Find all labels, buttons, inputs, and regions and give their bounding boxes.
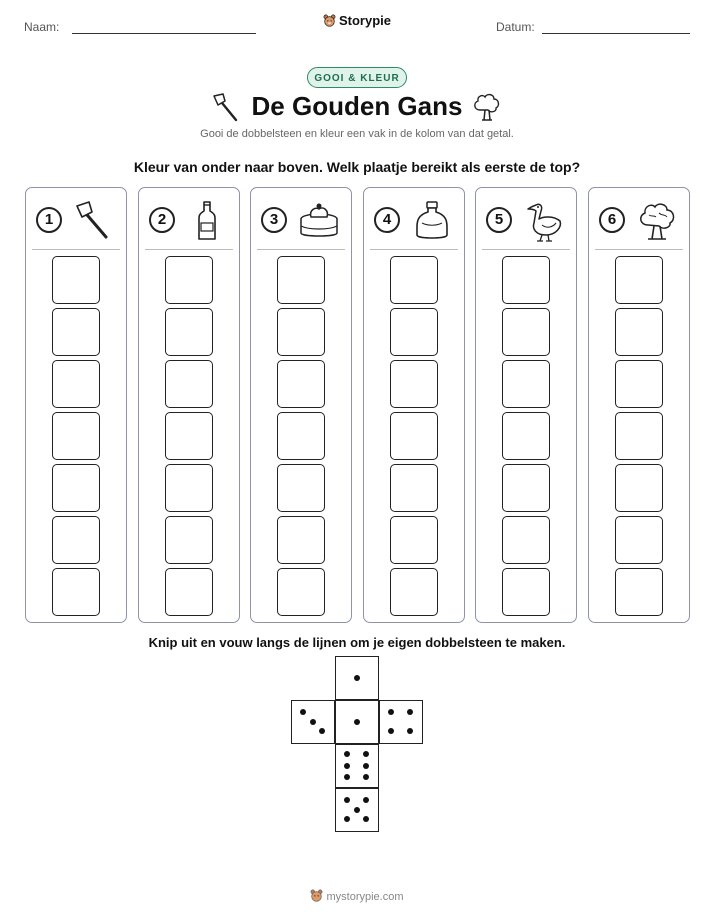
column-divider bbox=[482, 249, 570, 250]
column-divider bbox=[145, 249, 233, 250]
color-cell[interactable] bbox=[277, 256, 325, 304]
color-cell[interactable] bbox=[390, 516, 438, 564]
name-label: Naam: bbox=[24, 20, 60, 34]
die-pip bbox=[363, 816, 369, 822]
column-number: 2 bbox=[149, 207, 175, 233]
die-pip bbox=[300, 709, 306, 715]
die-pip bbox=[344, 816, 350, 822]
dice-column-6 bbox=[588, 187, 690, 623]
footer-url: mystorypie.com bbox=[326, 891, 404, 903]
color-cell[interactable] bbox=[52, 360, 100, 408]
die-pip bbox=[407, 709, 413, 715]
color-cell[interactable] bbox=[615, 256, 663, 304]
die-pip bbox=[354, 807, 360, 813]
die-face-6 bbox=[335, 744, 379, 788]
color-cell[interactable] bbox=[165, 412, 213, 460]
brand-name: Storypie bbox=[338, 13, 391, 28]
footer bbox=[0, 889, 714, 903]
color-cell[interactable] bbox=[390, 568, 438, 616]
color-cell[interactable] bbox=[165, 568, 213, 616]
name-line[interactable] bbox=[72, 33, 256, 34]
column-number: 4 bbox=[374, 207, 400, 233]
column-number: 6 bbox=[599, 207, 625, 233]
die-pip bbox=[363, 751, 369, 757]
color-cell[interactable] bbox=[615, 412, 663, 460]
dice-column-4 bbox=[363, 187, 465, 623]
die-pip bbox=[363, 763, 369, 769]
flask-icon bbox=[410, 199, 454, 243]
color-cell[interactable] bbox=[165, 360, 213, 408]
color-cell[interactable] bbox=[502, 256, 550, 304]
die-pip bbox=[344, 774, 350, 780]
color-cell[interactable] bbox=[277, 464, 325, 512]
die-pip bbox=[344, 797, 350, 803]
color-cell[interactable] bbox=[502, 568, 550, 616]
bear-logo-icon bbox=[310, 889, 323, 902]
color-cell[interactable] bbox=[165, 308, 213, 356]
color-cell[interactable] bbox=[165, 464, 213, 512]
die-pip bbox=[319, 728, 325, 734]
color-cell[interactable] bbox=[615, 568, 663, 616]
color-cell[interactable] bbox=[502, 412, 550, 460]
instruction-text: Kleur van onder naar boven. Welk plaatje bereikt als eerste de top? bbox=[133, 159, 581, 175]
color-cell[interactable] bbox=[615, 308, 663, 356]
color-cell[interactable] bbox=[615, 464, 663, 512]
color-cell[interactable] bbox=[390, 308, 438, 356]
dice-column-5 bbox=[475, 187, 577, 623]
color-cell[interactable] bbox=[502, 308, 550, 356]
color-cell[interactable] bbox=[52, 464, 100, 512]
axe-icon bbox=[72, 199, 116, 243]
die-pip bbox=[344, 751, 350, 757]
date-label: Datum: bbox=[496, 20, 535, 34]
goose-icon bbox=[522, 199, 566, 243]
color-cell[interactable] bbox=[502, 464, 550, 512]
color-cell[interactable] bbox=[165, 256, 213, 304]
color-cell[interactable] bbox=[52, 568, 100, 616]
cake-icon bbox=[297, 199, 341, 243]
die-face-4 bbox=[379, 700, 423, 744]
die-pip bbox=[363, 797, 369, 803]
color-cell[interactable] bbox=[390, 360, 438, 408]
color-cell[interactable] bbox=[165, 516, 213, 564]
tree-icon bbox=[635, 199, 679, 243]
column-divider bbox=[32, 249, 120, 250]
die-face-3 bbox=[291, 700, 335, 744]
color-cell[interactable] bbox=[615, 360, 663, 408]
column-number: 5 bbox=[486, 207, 512, 233]
die-pip bbox=[407, 728, 413, 734]
column-number: 3 bbox=[261, 207, 287, 233]
color-cell[interactable] bbox=[52, 308, 100, 356]
page-title: De Gouden Gans bbox=[251, 91, 463, 121]
color-cell[interactable] bbox=[52, 256, 100, 304]
dice-column-3 bbox=[250, 187, 352, 623]
cut-instruction: Knip uit en vouw langs de lijnen om je eigen dobbelsteen te maken. bbox=[148, 635, 566, 650]
color-cell[interactable] bbox=[277, 412, 325, 460]
color-cell[interactable] bbox=[502, 360, 550, 408]
color-cell[interactable] bbox=[52, 412, 100, 460]
color-cell[interactable] bbox=[502, 516, 550, 564]
date-line[interactable] bbox=[542, 33, 690, 34]
color-cell[interactable] bbox=[277, 568, 325, 616]
color-cell[interactable] bbox=[277, 360, 325, 408]
die-pip bbox=[344, 763, 350, 769]
color-cell[interactable] bbox=[390, 412, 438, 460]
color-cell[interactable] bbox=[52, 516, 100, 564]
subtitle: Gooi de dobbelsteen en kleur een vak in de kolom van dat getal. bbox=[200, 128, 514, 140]
column-divider bbox=[257, 249, 345, 250]
die-face-1 bbox=[335, 656, 379, 700]
color-cell[interactable] bbox=[277, 308, 325, 356]
die-pip bbox=[388, 709, 394, 715]
column-number: 1 bbox=[36, 207, 62, 233]
color-cell[interactable] bbox=[615, 516, 663, 564]
die-pip bbox=[310, 719, 316, 725]
brand-logo bbox=[0, 13, 714, 28]
column-divider bbox=[595, 249, 683, 250]
column-divider bbox=[370, 249, 458, 250]
color-cell[interactable] bbox=[390, 464, 438, 512]
category-tag: GOOI & KLEUR bbox=[307, 67, 407, 88]
die-face-5 bbox=[335, 788, 379, 832]
color-cell[interactable] bbox=[277, 516, 325, 564]
title-tree-icon bbox=[470, 90, 504, 124]
bear-logo-icon bbox=[323, 14, 336, 27]
die-pip bbox=[363, 774, 369, 780]
bottle-icon bbox=[185, 199, 229, 243]
color-cell[interactable] bbox=[390, 256, 438, 304]
dice-column-2 bbox=[138, 187, 240, 623]
die-pip bbox=[354, 719, 360, 725]
die-pip bbox=[354, 675, 360, 681]
die-pip bbox=[388, 728, 394, 734]
dice-column-1 bbox=[25, 187, 127, 623]
die-face-1 bbox=[335, 700, 379, 744]
